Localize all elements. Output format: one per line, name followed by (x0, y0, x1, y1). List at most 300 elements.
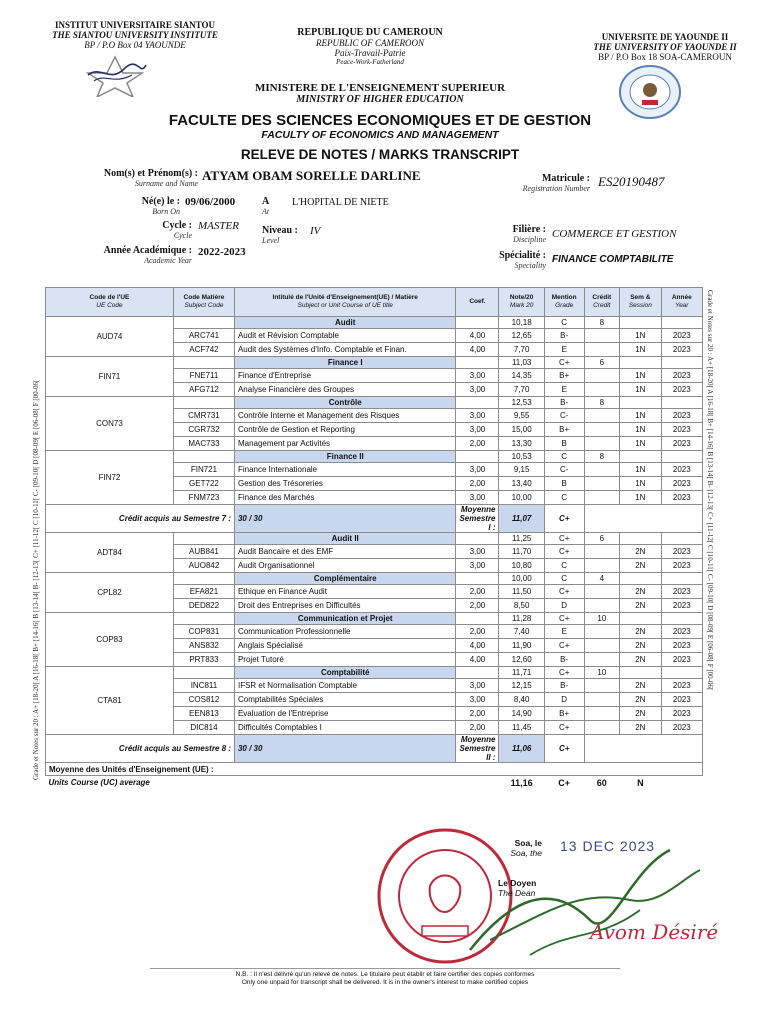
subject-code: AFG712 (173, 383, 234, 397)
empty-cell (661, 667, 702, 679)
subject-year: 2023 (661, 721, 702, 735)
footer-nb-en: Only one unpaid for transcript shall be delivered. It is in the owner's interest to make certified copies (241, 979, 529, 986)
subject-grade: C+ (544, 545, 584, 559)
subject-title: Finance d'Entreprise (234, 369, 456, 383)
subject-coef: 2,00 (456, 707, 499, 721)
ue-title: Finance I (234, 357, 456, 369)
subject-grade: C+ (544, 585, 584, 599)
empty-cell (661, 533, 702, 545)
republic-fr: REPUBLIQUE DU CAMEROUN (297, 27, 443, 38)
subject-year: 2023 (661, 585, 702, 599)
subject-title: Gestion des Trésoreries (234, 477, 456, 491)
subject-note: 12,65 (499, 329, 544, 343)
ue-note: 11,03 (499, 357, 544, 369)
subject-title: Anglais Spécialisé (234, 639, 456, 653)
empty-cell (584, 721, 620, 735)
empty-cell (584, 559, 620, 573)
spec-value: FINANCE COMPTABILITE (552, 254, 674, 265)
semester-average-value: 11,07 (499, 505, 544, 533)
column-header-en: Subject Code (184, 302, 224, 309)
subject-code: FNE711 (173, 369, 234, 383)
empty-cell (584, 423, 620, 437)
ue-code: COP83 (46, 613, 174, 667)
ue-row (46, 451, 703, 463)
subject-note: 8,40 (499, 693, 544, 707)
subject-code: DIC814 (173, 721, 234, 735)
subject-coef: 2,00 (456, 585, 499, 599)
empty-cell (661, 357, 702, 369)
subject-year: 2023 (661, 625, 702, 639)
spec-label-block (460, 250, 546, 270)
at-label-en: At (262, 207, 270, 216)
place-en: Soa, the (510, 848, 542, 858)
born-place: L'HOPITAL DE NIETE (292, 197, 389, 208)
subject-grade: B- (544, 653, 584, 667)
empty-cell (173, 357, 234, 369)
empty-cell (584, 585, 620, 599)
subject-session: 2N (620, 693, 662, 707)
subject-title: Comptabilités Spéciales (234, 693, 456, 707)
empty-cell (620, 573, 662, 585)
subject-session: 2N (620, 545, 662, 559)
empty-cell (584, 693, 620, 707)
subject-grade: B+ (544, 369, 584, 383)
cycle-label-en: Cycle (173, 231, 192, 240)
matricule-label: Matricule : (541, 173, 590, 184)
dean-name: Avom Désiré (590, 920, 719, 944)
subject-year: 2023 (661, 559, 702, 573)
column-header (620, 288, 662, 317)
empty-cell (661, 397, 702, 409)
born-label: Né(e) le : (141, 196, 180, 207)
subject-session: 2N (620, 559, 662, 573)
ue-code: CON73 (46, 397, 174, 451)
empty-cell (584, 369, 620, 383)
ue-title: Complémentaire (234, 573, 456, 585)
center-republic (255, 28, 485, 66)
empty-cell (584, 639, 620, 653)
ue-credit: 10 (584, 613, 620, 625)
empty-cell (620, 533, 662, 545)
subject-session: 2N (620, 599, 662, 613)
level-value: IV (310, 225, 321, 237)
subject-code: ACF742 (173, 343, 234, 357)
empty-cell (584, 409, 620, 423)
subject-grade: B- (544, 679, 584, 693)
subject-note: 7,40 (499, 625, 544, 639)
ue-row (46, 533, 703, 545)
empty-cell (456, 317, 499, 329)
ue-note: 10,53 (499, 451, 544, 463)
subject-year: 2023 (661, 639, 702, 653)
subject-grade: C+ (544, 639, 584, 653)
column-header-fr: Mention (551, 294, 577, 301)
subject-coef: 4,00 (456, 343, 499, 357)
subject-grade: C+ (544, 721, 584, 735)
ue-grade: C+ (544, 613, 584, 625)
ue-note: 10,18 (499, 317, 544, 329)
empty-cell (661, 317, 702, 329)
name-label-block (78, 168, 198, 188)
at-label-block (262, 196, 269, 216)
semester-summary-row (46, 505, 703, 533)
ue-grade: C+ (544, 357, 584, 369)
subject-note: 9,15 (499, 463, 544, 477)
empty-cell (661, 573, 702, 585)
empty-cell (584, 329, 620, 343)
semester-summary-row (46, 735, 703, 763)
empty-cell (456, 667, 499, 679)
subject-session: 2N (620, 679, 662, 693)
subject-grade: C- (544, 409, 584, 423)
subject-code: MAC733 (173, 437, 234, 451)
subject-year: 2023 (661, 693, 702, 707)
subject-grade: C (544, 491, 584, 505)
subject-title: Projet Tutoré (234, 653, 456, 667)
ue-title: Finance II (234, 451, 456, 463)
empty-cell (173, 317, 234, 329)
ue-row (46, 317, 703, 329)
subject-code: FIN721 (173, 463, 234, 477)
subject-year: 2023 (661, 477, 702, 491)
semester-credit-label: Crédit acquis au Semestre 7 : (46, 505, 235, 533)
marks-table (45, 287, 703, 789)
level-label-en: Level (262, 236, 280, 245)
subject-session: 2N (620, 721, 662, 735)
empty-cell (456, 451, 499, 463)
empty-cell (584, 477, 620, 491)
empty-cell (173, 397, 234, 409)
subject-coef: 3,00 (456, 491, 499, 505)
column-header-fr: Intitulé de l'Unité d'Enseignement(UE) / Matière (272, 294, 418, 301)
dean-en: The Dean (498, 888, 536, 898)
grading-scale-left: Grade et Notes sur 20 : A+ [18-20[ A [16-18[ B+ [14-16[ B [13-14[ B- [12-13[ C+ [11-12[ C [10-11[ C- [09-10[ D [08-09[ E [06-08[ F [00-06[ (32, 379, 40, 780)
cycle-label: Cycle : (162, 220, 192, 231)
ue-credit: 6 (584, 357, 620, 369)
subject-title: Audit et Révision Comptable (234, 329, 456, 343)
ue-code: AUD74 (46, 317, 174, 357)
empty-cell (584, 463, 620, 477)
semester-credit-value: 30 / 30 (234, 735, 456, 763)
subject-coef: 3,00 (456, 559, 499, 573)
ue-title: Audit (234, 317, 456, 329)
column-header (544, 288, 584, 317)
subject-year: 2023 (661, 369, 702, 383)
born-label-en: Born On (152, 207, 180, 216)
empty-cell (620, 397, 662, 409)
empty-cell (620, 317, 662, 329)
subject-note: 7,70 (499, 383, 544, 397)
column-header (234, 288, 456, 317)
subject-year: 2023 (661, 707, 702, 721)
subject-grade: D (544, 693, 584, 707)
subject-session: 1N (620, 343, 662, 357)
column-header (661, 288, 702, 317)
empty-cell (584, 679, 620, 693)
subject-coef: 3,00 (456, 423, 499, 437)
empty-cell (173, 667, 234, 679)
subject-coef: 4,00 (456, 653, 499, 667)
subject-code: AUB841 (173, 545, 234, 559)
subject-year: 2023 (661, 653, 702, 667)
year-label-en: Academic Year (144, 256, 192, 265)
table-header-row (46, 288, 703, 317)
column-header-en: Subject or Unit Course of UE title (297, 302, 393, 309)
year-label-block (62, 245, 192, 265)
ue-title: Comptabilité (234, 667, 456, 679)
spec-label: Spécialité : (499, 250, 546, 261)
subject-coef: 4,00 (456, 639, 499, 653)
semester-credit-label: Crédit acquis au Semestre 8 : (46, 735, 235, 763)
ue-title: Contrôle (234, 397, 456, 409)
empty-cell (584, 707, 620, 721)
right-university (575, 32, 755, 62)
siantou-logo-icon (80, 55, 150, 102)
signature-date: 13 DEC 2023 (560, 838, 656, 854)
ue-title: Audit II (234, 533, 456, 545)
left-institution (40, 20, 230, 50)
subject-note: 11,90 (499, 639, 544, 653)
subject-session: 2N (620, 639, 662, 653)
subject-year: 2023 (661, 329, 702, 343)
ue-row (46, 613, 703, 625)
subject-note: 7,70 (499, 343, 544, 357)
left-line3: BP / P.O Box 04 YAOUNDE (84, 40, 186, 50)
filiere-label-block (470, 224, 546, 244)
ue-credit: 8 (584, 397, 620, 409)
semester-average-label: Moyenne Semestre I : (456, 505, 499, 533)
subject-coef: 3,00 (456, 545, 499, 559)
subject-session: 1N (620, 477, 662, 491)
subject-title: Ethique en Finance Audit (234, 585, 456, 599)
subject-grade: E (544, 343, 584, 357)
ue-note: 10,00 (499, 573, 544, 585)
subject-year: 2023 (661, 409, 702, 423)
ministry-en: MINISTRY OF HIGHER EDUCATION (296, 94, 464, 105)
semester-average-value: 11,06 (499, 735, 544, 763)
subject-coef: 3,00 (456, 369, 499, 383)
subject-code: ARC741 (173, 329, 234, 343)
level-label-block (262, 225, 298, 245)
subject-code: COS812 (173, 693, 234, 707)
subject-grade: E (544, 625, 584, 639)
subject-note: 11,45 (499, 721, 544, 735)
matricule-label-en: Registration Number (522, 184, 590, 193)
subject-code: EFA821 (173, 585, 234, 599)
subject-coef: 4,00 (456, 329, 499, 343)
subject-session: 2N (620, 707, 662, 721)
right-line3: BP / P.O Box 18 SOA-CAMEROUN (598, 52, 732, 62)
right-line1: UNIVERSITE DE YAOUNDE II (601, 32, 729, 42)
subject-note: 12,15 (499, 679, 544, 693)
subject-year: 2023 (661, 423, 702, 437)
subject-session: 1N (620, 383, 662, 397)
overall-grade: C+ (558, 777, 571, 788)
footer-note (150, 968, 620, 987)
subject-code: GET722 (173, 477, 234, 491)
subject-title: IFSR et Normalisation Comptable (234, 679, 456, 693)
year-value: 2022-2023 (198, 246, 246, 258)
semester-average-grade: C+ (544, 735, 584, 763)
empty-cell (456, 533, 499, 545)
matricule-value: ES20190487 (598, 174, 665, 189)
overall-decision: N (637, 777, 644, 788)
ministry-fr: MINISTERE DE L'ENSEIGNEMENT SUPERIEUR (254, 82, 506, 94)
dean-fr: Le Doyen (498, 878, 537, 888)
subject-session: 1N (620, 437, 662, 451)
subject-session: 2N (620, 625, 662, 639)
name-label-en: Surname and Name (134, 179, 198, 188)
empty-cell (620, 667, 662, 679)
at-label: A (262, 196, 270, 207)
column-header-fr: Sem & (630, 294, 651, 301)
subject-grade: C (544, 559, 584, 573)
column-header-en: Mark 20 (509, 302, 534, 309)
empty-cell (173, 533, 234, 545)
subject-year: 2023 (661, 437, 702, 451)
ue-row (46, 667, 703, 679)
empty-cell (620, 451, 662, 463)
column-header-fr: Note/20 (509, 294, 534, 301)
empty-cell (584, 343, 620, 357)
ue-code: CPL82 (46, 573, 174, 613)
left-line2: THE SIANTOU UNIVERSITY INSTITUTE (52, 30, 218, 40)
born-label-block (100, 196, 180, 216)
subject-coef: 3,00 (456, 409, 499, 423)
ue-note: 11,28 (499, 613, 544, 625)
subject-grade: B+ (544, 707, 584, 721)
semester-credit-value: 30 / 30 (234, 505, 456, 533)
subject-title: Evaluation de l'Entreprise (234, 707, 456, 721)
empty-cell (173, 451, 234, 463)
ue-grade: C (544, 451, 584, 463)
subject-title: Audit des Systèmes d'Info. Comptable et Finan. (234, 343, 456, 357)
faculty-en: FACULTY OF ECONOMICS AND MANAGEMENT (261, 129, 499, 141)
subject-code: ANS832 (173, 639, 234, 653)
subject-grade: B (544, 477, 584, 491)
motto-en: Peace-Work-Fatherland (336, 58, 404, 66)
subject-note: 14,35 (499, 369, 544, 383)
empty-cell (584, 653, 620, 667)
column-header-en: Session (628, 302, 652, 309)
ue-row (46, 397, 703, 409)
subject-grade: C- (544, 463, 584, 477)
subject-title: Contrôle Interne et Management des Risques (234, 409, 456, 423)
overall-row (46, 776, 703, 790)
subject-coef: 2,00 (456, 625, 499, 639)
empty-cell (584, 383, 620, 397)
column-header (173, 288, 234, 317)
subject-code: PRT833 (173, 653, 234, 667)
born-date: 09/06/2000 (185, 196, 236, 208)
subject-year: 2023 (661, 383, 702, 397)
ue-credit: 4 (584, 573, 620, 585)
column-header-fr: Code Matière (183, 294, 225, 301)
ue-grade: C (544, 317, 584, 329)
name-label: Nom(s) et Prénom(s) : (103, 168, 198, 179)
empty-cell (661, 613, 702, 625)
subject-coef: 3,00 (456, 463, 499, 477)
subject-note: 13,40 (499, 477, 544, 491)
ue-grade: C (544, 573, 584, 585)
subject-title: Finance des Marchés (234, 491, 456, 505)
matricule-label-block (480, 173, 590, 193)
subject-title: Droit des Entreprises en Difficultés (234, 599, 456, 613)
subject-grade: B- (544, 329, 584, 343)
ue-code: FIN72 (46, 451, 174, 505)
ue-grade: B- (544, 397, 584, 409)
subject-session: 1N (620, 423, 662, 437)
signature-scribble-icon (430, 840, 730, 965)
subject-note: 11,50 (499, 585, 544, 599)
place-fr: Soa, le (514, 838, 542, 848)
subject-note: 15,00 (499, 423, 544, 437)
left-line1: INSTITUT UNIVERSITAIRE SIANTOU (54, 20, 216, 30)
subject-note: 12,60 (499, 653, 544, 667)
republic-en: REPUBLIC OF CAMEROON (316, 38, 424, 48)
subject-code: CGR732 (173, 423, 234, 437)
empty-cell (456, 613, 499, 625)
column-header-fr: Crédit (592, 294, 612, 301)
subject-code: DED822 (173, 599, 234, 613)
column-header-en: UE Code (96, 302, 123, 309)
subject-title: Audit Organisationnel (234, 559, 456, 573)
cycle-label-block (100, 220, 192, 240)
overall-label-row (46, 763, 703, 776)
subject-grade: B+ (544, 423, 584, 437)
semester-average-label: Moyenne Semestre II : (456, 735, 499, 763)
subject-coef: 3,00 (456, 679, 499, 693)
subject-code: COP831 (173, 625, 234, 639)
column-header (499, 288, 544, 317)
ue-credit: 8 (584, 451, 620, 463)
subject-year: 2023 (661, 599, 702, 613)
column-header-fr: Année (671, 294, 692, 301)
ue-note: 11,71 (499, 667, 544, 679)
subject-coef: 2,00 (456, 721, 499, 735)
empty-cell (661, 451, 702, 463)
ue-grade: C+ (544, 533, 584, 545)
empty-cell (584, 599, 620, 613)
column-header (46, 288, 174, 317)
subject-code: CMR731 (173, 409, 234, 423)
right-line2: THE UNIVERSITY OF YAOUNDE II (593, 42, 737, 52)
column-header (584, 288, 620, 317)
subject-session: 1N (620, 463, 662, 477)
subject-year: 2023 (661, 545, 702, 559)
subject-year: 2023 (661, 491, 702, 505)
subject-title: Contrôle de Gestion et Reporting (234, 423, 456, 437)
subject-code: FNM723 (173, 491, 234, 505)
subject-title: Audit Bancaire et des EMF (234, 545, 456, 559)
subject-code: AUO842 (173, 559, 234, 573)
subject-grade: B (544, 437, 584, 451)
overall-average: 11,16 (510, 777, 533, 788)
ue-row (46, 573, 703, 585)
subject-title: Analyse Financière des Groupes (234, 383, 456, 397)
ue-code: CTA81 (46, 667, 174, 735)
column-header-en: Credit (593, 302, 611, 309)
ue-row (46, 357, 703, 369)
empty-cell (584, 545, 620, 559)
empty-cell (584, 505, 703, 533)
ue-grade: C+ (544, 667, 584, 679)
subject-code: EEN813 (173, 707, 234, 721)
subject-session: 1N (620, 329, 662, 343)
subject-coef: 2,00 (456, 599, 499, 613)
subject-grade: D (544, 599, 584, 613)
empty-cell (173, 613, 234, 625)
